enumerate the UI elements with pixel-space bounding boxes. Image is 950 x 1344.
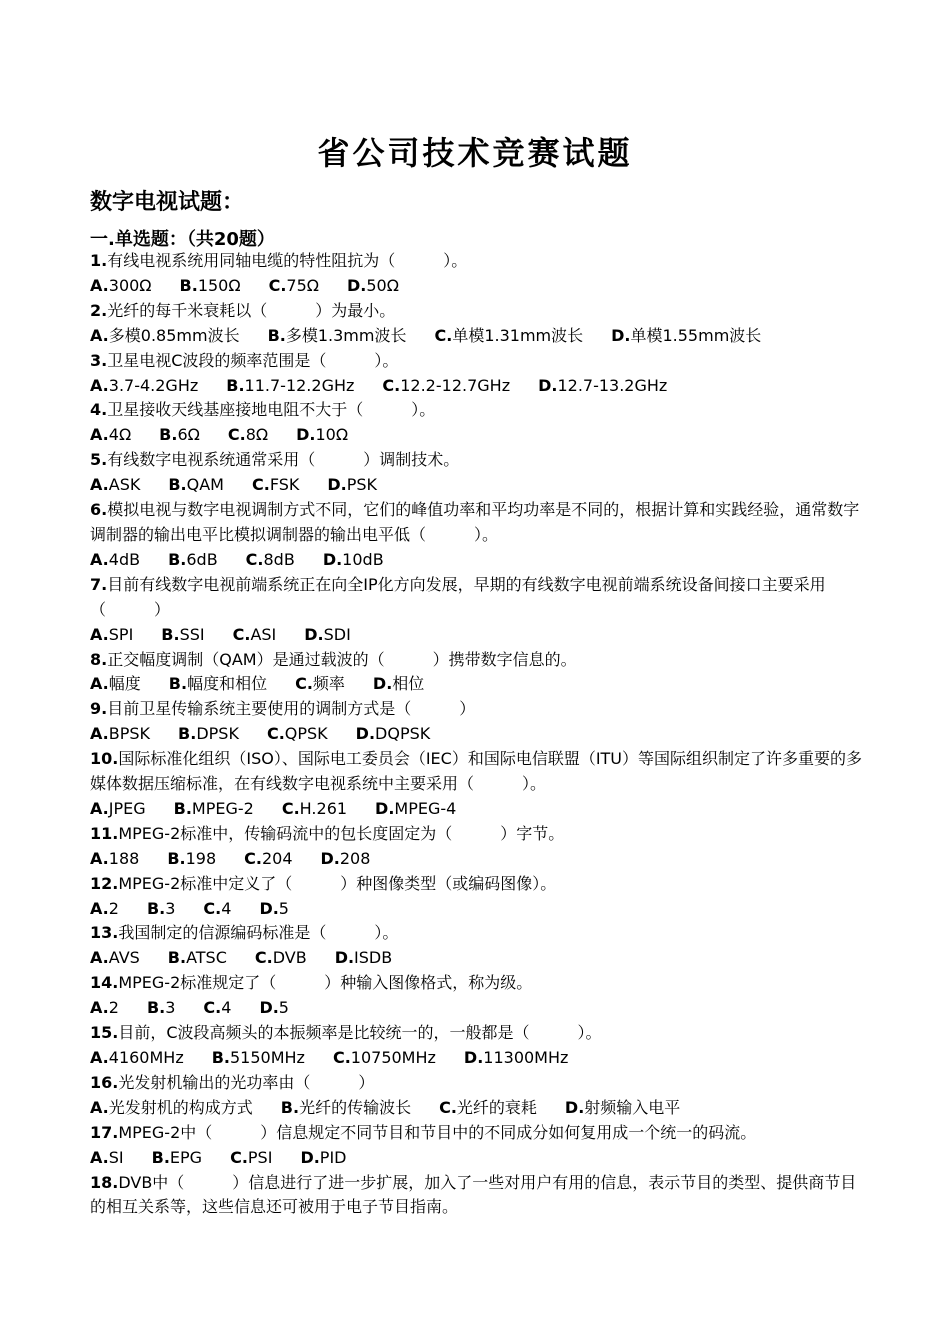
question-item: [90, 648, 870, 698]
option-c: [282, 797, 347, 822]
option-a: [90, 423, 131, 448]
option-d: [300, 1146, 346, 1171]
option-letter: C.: [382, 375, 401, 395]
question-item: [90, 249, 870, 299]
question-stem: 模拟电视与数字电视调制方式不同，它们的峰值功率和平均功率是不同的，根据计算和实践经验，通常数字调制器的输出电平比模拟调制器的输出电平低（ ）。: [90, 500, 860, 544]
question-item: [90, 1171, 870, 1221]
options-row: [90, 946, 870, 971]
option-c: [295, 672, 345, 697]
option-c: [255, 946, 307, 971]
question-text: [90, 349, 870, 374]
option-d: [327, 473, 377, 498]
question-number: 7.: [90, 574, 108, 594]
option-letter: D.: [347, 275, 367, 295]
question-item: [90, 448, 870, 498]
option-text: 光纤的衰耗: [456, 1097, 537, 1117]
question-number: 6.: [90, 500, 108, 520]
options-row: [90, 623, 870, 648]
option-text: 6Ω: [177, 425, 200, 445]
question-text: [90, 697, 870, 722]
option-a: [90, 797, 146, 822]
option-d: [335, 946, 393, 971]
options-row: [90, 1096, 870, 1121]
option-text: PSI: [247, 1147, 273, 1167]
question-text: [90, 1121, 870, 1146]
option-c: [246, 548, 295, 573]
option-c: [203, 897, 231, 922]
option-letter: A.: [90, 549, 109, 569]
option-letter: D.: [355, 724, 376, 744]
option-d: [356, 722, 431, 747]
option-letter: D.: [564, 1097, 585, 1117]
question-number: 15.: [90, 1023, 119, 1043]
question-text: [90, 249, 870, 274]
option-letter: A.: [90, 898, 109, 918]
option-text: MPEG-4: [394, 798, 457, 818]
option-text: 光纤的传输波长: [299, 1097, 412, 1117]
option-text: 11300MHz: [483, 1048, 569, 1067]
option-b: [152, 1146, 202, 1171]
option-text: QAM: [186, 475, 224, 495]
option-letter: A.: [90, 998, 109, 1018]
option-d: [611, 324, 761, 349]
option-letter: B.: [211, 1048, 230, 1067]
option-letter: A.: [90, 475, 109, 495]
option-letter: D.: [296, 425, 316, 445]
option-b: [281, 1096, 411, 1121]
question-stem: DVB中（ ）信息进行了进一步扩展，加入了一些对用户有用的信息，表示节目的类型、提供商节目的相互关系等，这些信息还可被用于电子节目指南。: [90, 1172, 857, 1217]
option-a: [90, 1146, 124, 1171]
option-letter: A.: [90, 798, 109, 818]
option-text: DQPSK: [375, 724, 431, 744]
question-number: 14.: [90, 973, 119, 993]
option-letter: C.: [434, 325, 453, 345]
option-letter: A.: [90, 624, 109, 644]
question-item: [90, 299, 870, 349]
option-text: ASI: [250, 624, 277, 644]
option-text: ASK: [108, 475, 141, 495]
option-letter: C.: [251, 475, 270, 495]
option-letter: C.: [227, 425, 246, 445]
option-text: 3.7-4.2GHz: [108, 375, 199, 395]
question-text: [90, 921, 870, 946]
options-row: [90, 1146, 870, 1171]
option-d: [321, 847, 371, 872]
option-c: [244, 847, 292, 872]
option-letter: A.: [90, 724, 109, 744]
option-text: 12.7-13.2GHz: [557, 375, 668, 395]
option-text: FSK: [269, 475, 300, 495]
question-text: [90, 822, 870, 847]
question-stem: 有线数字电视系统通常采用（ ）调制技术。: [107, 450, 460, 470]
question-item: [90, 822, 870, 872]
question-item: [90, 697, 870, 747]
option-text: 50Ω: [366, 275, 399, 295]
question-text: [90, 971, 870, 996]
option-text: 相位: [392, 674, 425, 694]
option-a: [90, 847, 139, 872]
option-text: QPSK: [284, 724, 328, 744]
option-a: [90, 722, 150, 747]
option-text: PID: [319, 1147, 347, 1167]
option-letter: B.: [159, 425, 178, 445]
option-letter: D.: [327, 475, 347, 495]
option-b: [169, 672, 267, 697]
question-text: [90, 1021, 870, 1046]
option-c: [233, 623, 277, 648]
option-letter: A.: [90, 325, 109, 345]
option-d: [538, 374, 667, 399]
option-text: 单模1.55mm波长: [630, 325, 762, 345]
option-a: [90, 1096, 253, 1121]
option-text: JPEG: [108, 798, 146, 818]
question-stem: 卫星电视C波段的频率范围是（ ）。: [107, 350, 399, 370]
option-d: [375, 797, 456, 822]
option-text: MPEG-2: [191, 798, 254, 818]
option-text: 4160MHz: [108, 1048, 184, 1067]
options-row: [90, 672, 870, 697]
option-text: 208: [339, 848, 371, 868]
option-text: 75Ω: [286, 275, 319, 295]
option-letter: D.: [304, 624, 324, 644]
option-letter: C.: [232, 624, 251, 644]
question-stem: MPEG-2标准中定义了（ ）种图像类型（或编码图像）。: [118, 873, 557, 893]
option-letter: C.: [203, 898, 222, 918]
question-number: 3.: [90, 350, 108, 370]
option-letter: D.: [375, 798, 395, 818]
question-number: 4.: [90, 400, 108, 420]
option-letter: C.: [439, 1097, 457, 1117]
option-text: 10dB: [342, 549, 384, 569]
option-letter: C.: [203, 998, 222, 1018]
question-stem: MPEG-2中（ ）信息规定不同节目和节目中的不同成分如何复用成一个统一的码流。: [118, 1122, 757, 1142]
options-row: [90, 797, 870, 822]
option-text: 5: [278, 998, 289, 1018]
question-item: [90, 1021, 870, 1071]
option-text: 4: [221, 898, 232, 918]
question-number: 13.: [90, 923, 119, 943]
question-stem: 有线电视系统用同轴电缆的特性阻抗为（ ）。: [107, 251, 468, 270]
option-text: 204: [261, 848, 293, 868]
option-text: BPSK: [108, 724, 151, 744]
option-d: [259, 897, 289, 922]
option-text: EPG: [169, 1147, 203, 1167]
option-letter: A.: [90, 948, 109, 968]
option-text: 2: [108, 898, 119, 918]
document-title: 省公司技术竞赛试题: [317, 134, 633, 172]
option-b: [147, 996, 175, 1021]
option-text: SI: [108, 1147, 124, 1167]
question-list: [90, 249, 870, 1220]
option-a: [90, 897, 119, 922]
option-letter: D.: [463, 1048, 484, 1067]
question-text: [90, 573, 870, 623]
option-letter: A.: [90, 275, 109, 295]
question-item: [90, 573, 870, 648]
option-text: ATSC: [186, 948, 227, 968]
question-text: [90, 872, 870, 897]
option-a: [90, 623, 133, 648]
option-text: 多模1.3mm波长: [285, 325, 407, 345]
option-a: [90, 324, 240, 349]
option-d: [347, 274, 399, 299]
option-letter: C.: [281, 798, 300, 818]
option-letter: C.: [266, 724, 285, 744]
question-item: [90, 872, 870, 922]
option-a: [90, 274, 152, 299]
option-c: [230, 1146, 272, 1171]
option-text: 8Ω: [245, 425, 269, 445]
option-text: 8dB: [263, 549, 295, 569]
option-c: [434, 324, 583, 349]
question-text: [90, 498, 870, 548]
option-a: [90, 473, 140, 498]
question-text: [90, 747, 870, 797]
option-text: 10Ω: [315, 425, 349, 445]
question-number: 1.: [90, 251, 108, 270]
option-letter: D.: [259, 898, 279, 918]
question-number: 10.: [90, 749, 119, 769]
question-item: [90, 398, 870, 448]
question-text: [90, 1171, 870, 1221]
option-d: [464, 1046, 569, 1071]
option-b: [168, 946, 227, 971]
options-row: [90, 548, 870, 573]
option-text: 4: [221, 998, 232, 1018]
option-b: [226, 374, 354, 399]
option-text: 3: [165, 998, 176, 1018]
option-text: 300Ω: [108, 275, 152, 295]
option-letter: C.: [268, 275, 287, 295]
option-letter: C.: [245, 549, 264, 569]
question-text: [90, 648, 870, 673]
option-letter: D.: [334, 948, 355, 968]
question-stem: MPEG-2标准中，传输码流中的包长度固定为（ ）字节。: [118, 823, 565, 843]
question-stem: 我国制定的信源编码标准是（ ）。: [118, 923, 399, 943]
question-item: [90, 1071, 870, 1121]
options-row: [90, 897, 870, 922]
question-stem: MPEG-2标准规定了（ ）种输入图像格式，称为级。: [118, 973, 533, 993]
question-text: [90, 398, 870, 423]
question-text: [90, 299, 870, 324]
question-number: 2.: [90, 300, 108, 320]
option-a: [90, 946, 140, 971]
option-text: 4Ω: [108, 425, 132, 445]
question-number: 5.: [90, 450, 108, 470]
option-letter: B.: [168, 549, 187, 569]
option-text: 6dB: [186, 549, 218, 569]
option-text: 188: [108, 848, 140, 868]
option-c: [203, 996, 231, 1021]
question-item: [90, 349, 870, 399]
option-text: 5150MHz: [230, 1048, 305, 1067]
option-b: [212, 1046, 305, 1071]
question-item: [90, 498, 870, 573]
option-letter: B.: [168, 475, 187, 495]
option-b: [178, 722, 239, 747]
option-d: [373, 672, 424, 697]
option-text: ISDB: [354, 948, 393, 968]
option-letter: B.: [173, 798, 192, 818]
option-a: [90, 996, 119, 1021]
option-letter: C.: [254, 948, 273, 968]
option-d: [296, 423, 348, 448]
option-letter: B.: [178, 724, 197, 744]
question-number: 16.: [90, 1072, 119, 1092]
option-text: AVS: [108, 948, 140, 968]
option-text: 150Ω: [197, 275, 241, 295]
option-text: 11.7-12.2GHz: [244, 375, 355, 395]
option-b: [268, 324, 407, 349]
option-letter: D.: [372, 674, 393, 694]
option-text: 198: [185, 848, 217, 868]
options-row: [90, 423, 870, 448]
question-stem: 目前有线数字电视前端系统正在向全IP化方向发展，早期的有线数字电视前端系统设备间接口主要采用（ ）: [90, 574, 826, 619]
option-c: [252, 473, 299, 498]
option-b: [174, 797, 254, 822]
option-d: [565, 1096, 680, 1121]
question-stem: 正交幅度调制（QAM）是通过载波的（ ）携带数字信息的。: [107, 649, 577, 669]
option-text: 5: [278, 898, 289, 918]
option-letter: B.: [167, 848, 186, 868]
option-d: [323, 548, 384, 573]
options-row: [90, 374, 870, 399]
options-row: [90, 847, 870, 872]
option-b: [167, 847, 216, 872]
question-stem: 国际标准化组织（ISO）、国际电工委员会（IEC）和国际电信联盟（ITU）等国际组织制定了许多重要的多媒体数据压缩标准，在有线数字电视系统中主要采用（ ）。: [90, 749, 863, 794]
option-text: 多模0.85mm波长: [108, 325, 240, 345]
option-letter: A.: [90, 1097, 109, 1117]
option-c: [439, 1096, 537, 1121]
question-number: 17.: [90, 1122, 119, 1142]
section-heading: 数字电视试题：: [90, 189, 245, 215]
question-text: [90, 1071, 870, 1096]
options-row: [90, 722, 870, 747]
question-stem: 光发射机输出的光功率由（ ）: [118, 1072, 375, 1092]
option-letter: D.: [611, 325, 631, 345]
question-item: [90, 1121, 870, 1171]
option-c: [333, 1046, 436, 1071]
question-stem: 卫星接收天线基座接地电阻不大于（ ）。: [107, 400, 436, 420]
question-stem: 光纤的每千米衰耗以（ ）为最小。: [107, 300, 396, 320]
option-letter: C.: [332, 1048, 351, 1067]
option-letter: D.: [538, 375, 558, 395]
option-text: 频率: [312, 674, 345, 694]
option-a: [90, 374, 198, 399]
option-letter: B.: [167, 948, 187, 968]
option-text: 光发射机的构成方式: [108, 1097, 253, 1117]
option-letter: C.: [230, 1147, 248, 1167]
option-letter: A.: [90, 674, 109, 694]
question-item: [90, 921, 870, 971]
question-item: [90, 971, 870, 1021]
option-b: [161, 623, 204, 648]
question-stem: 目前，C波段高频头的本振频率是比较统一的，一般都是（ ）。: [118, 1023, 602, 1043]
option-a: [90, 1046, 184, 1071]
option-text: SPI: [108, 624, 134, 644]
option-text: 单模1.31mm波长: [452, 325, 584, 345]
option-letter: D.: [259, 998, 279, 1018]
option-text: 射频输入电平: [584, 1097, 681, 1117]
option-letter: B.: [161, 624, 180, 644]
option-b: [180, 274, 241, 299]
option-text: 3: [165, 898, 176, 918]
option-b: [147, 897, 175, 922]
option-c: [228, 423, 268, 448]
part-heading: 一.单选题：（共20题）: [90, 229, 275, 250]
option-letter: A.: [90, 425, 109, 445]
question-number: 12.: [90, 873, 119, 893]
option-letter: D.: [300, 1147, 320, 1167]
options-row: [90, 473, 870, 498]
question-number: 11.: [90, 823, 119, 843]
option-text: SDI: [323, 624, 351, 644]
option-c: [269, 274, 319, 299]
option-letter: B.: [168, 674, 188, 694]
option-b: [159, 423, 200, 448]
option-text: PSK: [346, 475, 378, 495]
option-letter: A.: [90, 375, 109, 395]
option-text: 2: [108, 998, 119, 1018]
option-c: [382, 374, 510, 399]
option-letter: B.: [226, 375, 245, 395]
option-c: [267, 722, 328, 747]
option-letter: C.: [244, 848, 262, 868]
option-letter: A.: [90, 1048, 109, 1067]
question-number: 9.: [90, 699, 108, 719]
option-b: [168, 548, 218, 573]
question-number: 8.: [90, 649, 108, 669]
option-letter: B.: [146, 998, 166, 1018]
option-text: DVB: [272, 948, 307, 968]
option-letter: D.: [322, 549, 343, 569]
option-a: [90, 548, 140, 573]
option-letter: B.: [151, 1147, 170, 1167]
option-d: [304, 623, 351, 648]
option-text: 10750MHz: [350, 1048, 436, 1067]
option-letter: C.: [295, 674, 313, 694]
option-text: SSI: [179, 624, 205, 644]
option-text: 12.2-12.7GHz: [400, 375, 511, 395]
question-number: 18.: [90, 1172, 119, 1192]
option-b: [168, 473, 224, 498]
option-a: [90, 672, 141, 697]
options-row: [90, 996, 870, 1021]
option-text: H.261: [299, 798, 348, 818]
question-text: [90, 448, 870, 473]
option-d: [259, 996, 289, 1021]
option-letter: B.: [146, 898, 166, 918]
option-letter: A.: [90, 1147, 109, 1167]
option-text: 幅度和相位: [187, 674, 268, 694]
options-row: [90, 1046, 870, 1071]
question-stem: 目前卫星传输系统主要使用的调制方式是（ ）: [107, 699, 476, 719]
options-row: [90, 324, 870, 349]
option-letter: B.: [179, 275, 198, 295]
question-item: [90, 747, 870, 822]
option-letter: B.: [280, 1097, 300, 1117]
option-text: 4dB: [108, 549, 141, 569]
option-letter: D.: [320, 848, 340, 868]
option-letter: B.: [267, 325, 286, 345]
option-letter: A.: [90, 848, 109, 868]
option-text: DPSK: [196, 724, 239, 744]
options-row: [90, 274, 870, 299]
option-text: 幅度: [108, 674, 141, 694]
